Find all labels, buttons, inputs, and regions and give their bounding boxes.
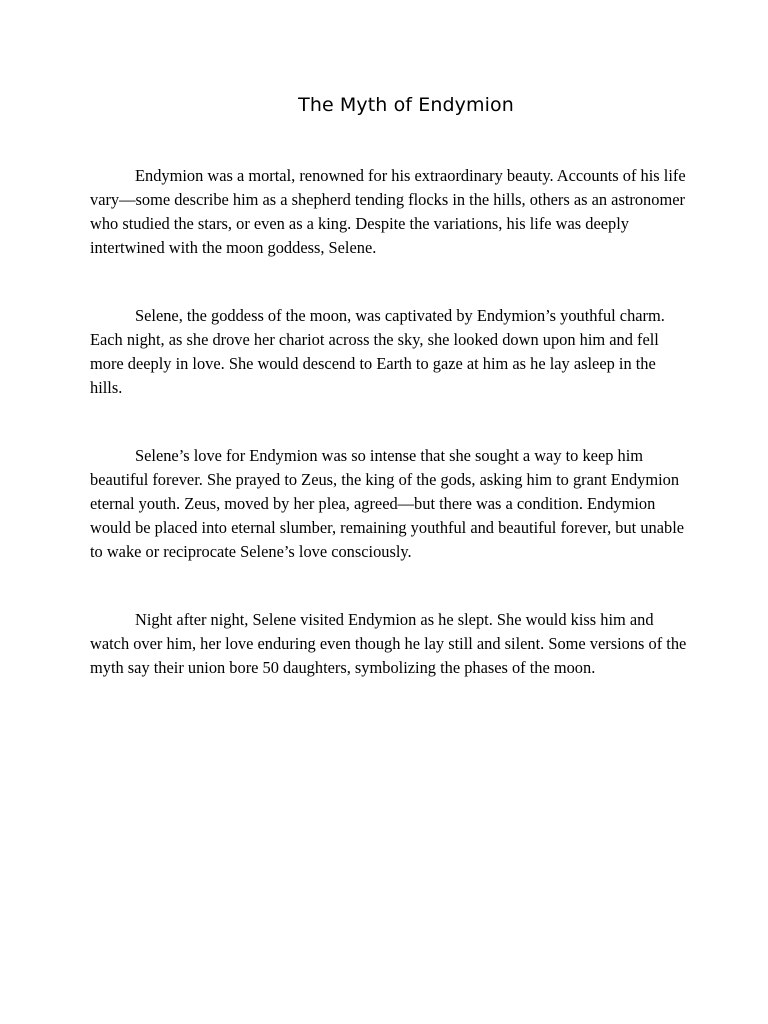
document-title: The Myth of Endymion: [298, 94, 514, 116]
paragraph-4: Night after night, Selene visited Endymion as he slept. She would kiss him and watch over him, her love enduring even though he lay still and silent. Some versions of the myth say their union bore 50 daughters, symbolizing the phases of the moon.: [90, 610, 687, 677]
paragraph-2: Selene, the goddess of the moon, was captivated by Endymion’s youthful charm. Each night, as she drove her chariot across the sky, she looked down upon him and fell more deeply in love. She would descend to Earth to gaze at him as he lay asleep in the hills.: [90, 306, 665, 397]
document-body: [90, 164, 690, 724]
paragraph-1: Endymion was a mortal, renowned for his extraordinary beauty. Accounts of his life vary—some describe him as a shepherd tending flocks in the hills, others as an astronomer who studied the stars, or even as a king. Despite the variations, his life was deeply intertwined with the moon goddess, Selene.: [90, 166, 686, 257]
paragraph-3: Selene’s love for Endymion was so intense that she sought a way to keep him beautiful forever. She prayed to Zeus, the king of the gods, asking him to grant Endymion eternal youth. Zeus, moved by her plea, agreed—but there was a condition. Endymion would be placed into eternal slumber, remaining youthful and beautiful forever, but unable to wake or reciprocate Selene’s love consciously.: [90, 446, 685, 561]
